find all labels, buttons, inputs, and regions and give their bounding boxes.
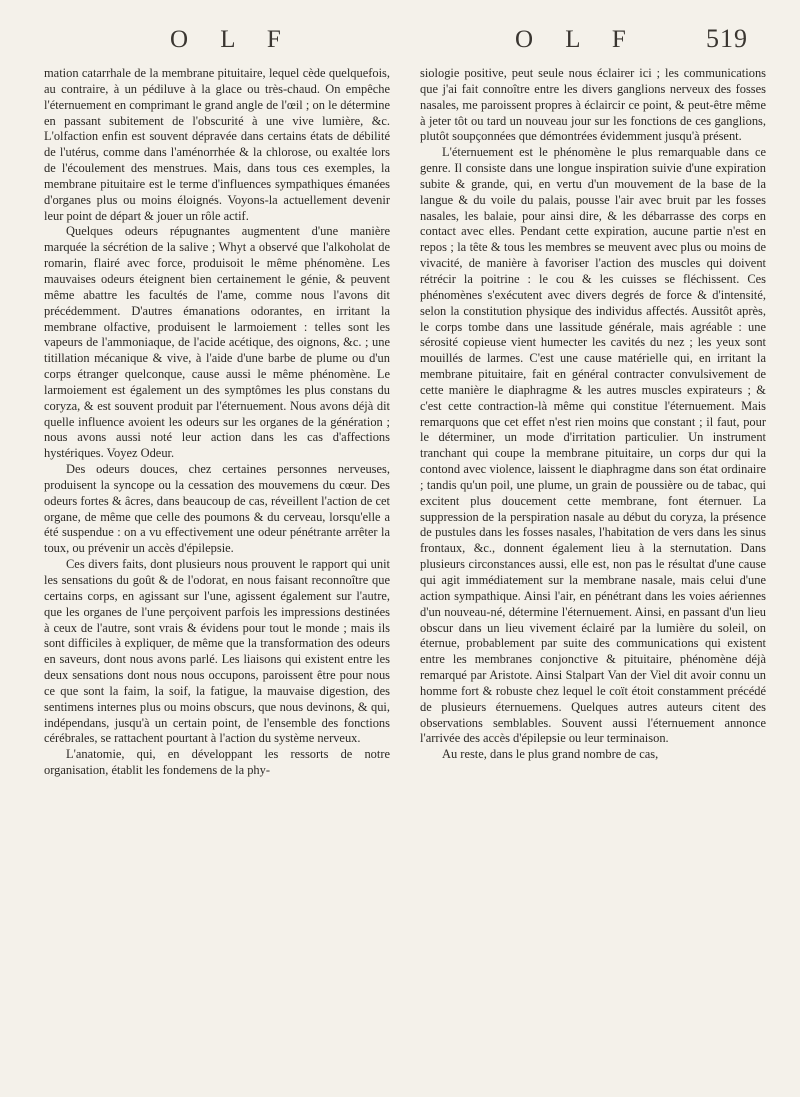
paragraph: L'anatomie, qui, en développant les ressorts de notre organisation, établit les fondemens de la phy-: [44, 747, 390, 778]
paragraph: Des odeurs douces, chez certaines personnes nerveuses, produisent la syncope ou la cessation des mouvemens du cœur. Des odeurs fortes & âcres, dans beaucoup de cas, réveillent l'action de cet organe, de même que celle des poumons & du cerveau, lorsqu'elle a été suspendue : on a vu effectivement une odeur pénétrante arrêter la toux, ou prévenir un accès d'épilepsie.: [44, 462, 390, 556]
paragraph: siologie positive, peut seule nous éclairer ici ; les communications que j'ai fait connoître entre les divers ganglions nerveux des fosses nasales, me paroissent propres à éclaircir ce point, & peut-être même à jeter tôt ou tard un nouveau jour sur les fonctions de ces ganglions, plutôt soupçonnées que démontrées évidemment jusqu'à présent.: [420, 66, 766, 144]
running-head-left: O L F: [170, 26, 294, 53]
left-column: [44, 66, 390, 779]
paragraph: Au reste, dans le plus grand nombre de cas,: [442, 747, 659, 762]
running-head-right: O L F: [515, 26, 639, 53]
paragraph: Ces divers faits, dont plusieurs nous prouvent le rapport qui unit les sensations du goût & de l'odorat, en nous faisant reconnoître que certains corps, en agissant sur l'une, agissent également sur l'autre, que les organes de l'une perçoivent parfois les impressions destinées à ceux de l'autre, sont vrais & évidens pour tout le monde ; mais ils sont difficiles à expliquer, de même que la transformation des odeurs en saveurs, dont nous avons parlé. Les liaisons qui existent entre les deux sensations dont nous nous occupons, paroissent être pour nous ce que sont la faim, la soif, la fatigue, la mauvaise digestion, des sentimens internes plus ou moins obscurs, que nous devinons, & qui, indépendans, jusqu'à un certain point, de l'ensemble des fonctions cérébrales, se rattachent pourtant à l'action du système nerveux.: [44, 557, 390, 746]
paragraph: mation catarrhale de la membrane pituitaire, lequel cède quelquefois, au contraire, à un pédiluve à la glace ou très-chaud. On empêche l'éternuement en comprimant le grand angle de l'œil ; on le détermine en passant subitement de l'obscurité à une vive lumière, &c. L'olfaction enfin est souvent dépravée dans certains états de débilité de l'utérus, comme dans l'aménorrhée & la chlorose, ou exaltée lors de l'écoulement des menstrues. Mais, dans tous ces exemples, la membrane pituitaire est le terme d'influences sympathiques émanées d'organes plus ou moins éloignés. Voyons-la actuellement devenir leur point de départ & jouer un rôle actif.: [44, 66, 390, 223]
paragraph: Quelques odeurs répugnantes augmentent d'une manière marquée la sécrétion de la salive ; Whyt a observé que l'alkoholat de romarin, flairé avec force, produisoit le même phénomène. Les mauvaises odeurs éteignent bien certainement le génie, & peuvent même abattre les facultés de l'ame, comme nous l'avons dit précédemment. D'autres émanations odorantes, en irritant la membrane olfactive, produisent le larmoiement : telles sont les vapeurs de l'ammoniaque, de l'acide acétique, des oignons, &c. ; une titillation mécanique & vive, à l'aide d'une barbe de plume ou d'un corps étranger quelconque, cause aussi le même phénomène. Le larmoiement est également un des symptômes les plus constans du coryza, & est souvent produit par l'éternuement. Nous avons déjà dit quelle influence avoient les odeurs sur les organes de la génération ; nous avons aussi noté leur action dans les cas d'affections hystériques. Voyez Odeur.: [44, 224, 390, 461]
page-number: 519: [706, 24, 748, 53]
paragraph: L'éternuement est le phénomène le plus remarquable dans ce genre. Il consiste dans une longue inspiration suivie d'une expiration subite & grande, qui, en vertu d'un mouvement de la base de la langue & du voile du palais, pousse l'air avec bruit par les fosses nasales, les balaie, pour ainsi dire, & les débarrasse des corps en contact avec elles. Pendant cette expiration, aucune partie n'est en repos ; la tête & tous les membres se meuvent avec plus ou moins de vivacité, de manière à favoriser l'action des muscles qui doivent rétrécir la poitrine : le cou & les cuisses se fléchissent. Ces phénomènes s'exécutent avec divers degrés de force & d'intensité, selon la constitution physique des individus affectés. Aussitôt après, le corps tombe dans une lassitude générale, mais agréable : une sérosité copieuse vient humecter les cavités du nez ; les yeux sont mouillés de larmes. C'est une cause matérielle qui, en irritant la membrane pituitaire, fait en général contracter convulsivement de cette manière le diaphragme & les autres muscles expirateurs ; & c'est cette contraction-là même qui constitue l'éternuement. Mais remarquons que cet effet n'est rien moins que constant ; il faut, pour le déterminer, un mode d'irritation particulier. Un instrument tranchant qui coupe la membrane pituitaire, un corps dur qui la contond avec violence, laissent le diaphragme dans son état ordinaire ; tandis qu'un poil, une plume, un grain de poussière ou de tabac, qui excitent plus doucement cette membrane, font éternuer. La suppression de la perspiration nasale au début du coryza, la présence de pustules dans les fosses nasales, l'habitation de vers dans les sinus frontaux, &c., donnent également lieu à la sternutation. Dans plusieurs circonstances aussi, elle est, non pas le résultat d'une cause qui agit immédiatement sur la membrane nasale, mais celui d'une action sympathique. Ainsi l'air, en pénétrant dans les voies aériennes d'un nouveau-né, détermine l'éternuement. Ainsi, en passant d'un lieu obscur dans un lieu vivement éclairé par la lumière du soleil, on éternue, probablement par suite des communications qui existent entre les membranes conjonctive & pituitaire, phénomène déjà remarqué par Aristote. Ainsi Stalpart Van der Viel dit avoir connu un homme fort & robuste chez lequel le coït étoit constamment précédé de plusieurs éternuemens. Quelques autres auteurs citent des observations semblables. Souvent aussi l'éternuement annonce l'arrivée des accès d'épilepsie ou leur terminaison.: [420, 145, 766, 746]
right-column: [420, 66, 766, 763]
